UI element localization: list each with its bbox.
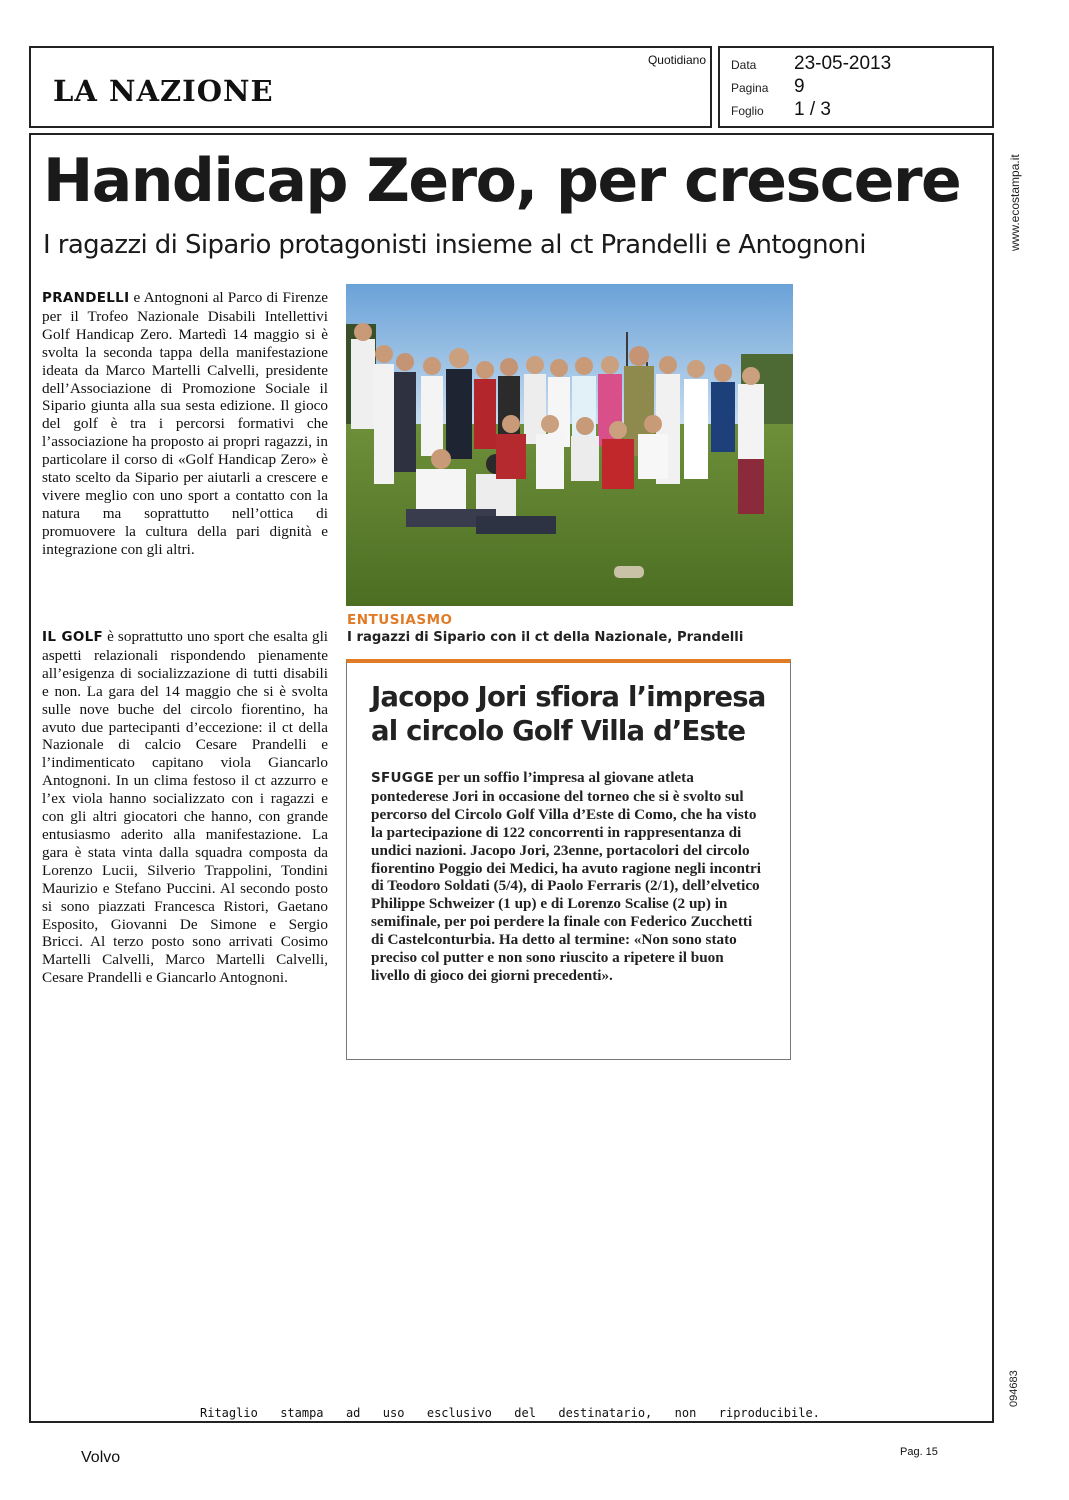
sidebar-box-title: Jacopo Jori sfiora l’impresa al circolo Golf Villa d’Este [371, 681, 766, 747]
page-number: Pag. 15 [900, 1446, 938, 1458]
article-column-2 [42, 628, 328, 987]
meta-label: Foglio [731, 104, 764, 118]
paragraph-text: è soprattutto uno sport che esalta gli aspetti relazionali rispondendo pienamente all’esigenza di socializzazione di tutti disabili e non. La gara del 14 maggio che si è svolta sulle nove buche del circolo fiorentino, ha avuto due partecipanti d’eccezione: il ct della Nazionale di calcio Cesare Prandelli e l’indimenticato capitano viola Giancarlo Antognoni. In un clima festoso il ct azzurro e l’ex viola hanno socializzato con i ragazzi e con gli altri giocatori che hanno, con grande entusiasmo aderito alla manifestazione. La gara è stata vinta dalla squadra composta da Lorenzo Lucii, Silverio Trappolini, Tondini Maurizio e Stefano Puccini. Al secondo posto si sono piazzati Francesca Ristori, Gaetano Esposito, Giovanni De Simone e Sergio Bricci. Al terzo posto sono arrivati Cosimo Martelli Calvelli, Marco Martelli Calvelli, Cesare Prandelli e Giancarlo Antognoni. [42, 628, 329, 987]
paragraph-text: per un soffio l’impresa al giovane atleta pontederese Jori in occasione del torneo che si è svolto sul percorso del Circolo Golf Villa d’Este di Como, che ha visto la partecipazione di 122 concorrenti in rappresentanza di undici nazioni. Jacopo Jori, 23enne, portacolori del circolo fiorentino Poggio dei Medici, ha avuto ragione negli incontri di Teodoro Soldati (5/4), di Paolo Ferraris (2/1), dell’elvetico Philippe Schweizer (1 up) e di Lorenzo Scalise (2 up) in semifinale, per poi perdere la finale con Federico Zucchetti di Castelconturbia. Ha detto al termine: «Non sono stato preciso col putter e non sono riuscito a ripetere il buon livello di gioco dei giorni precedenti». [371, 769, 761, 984]
publication-type: Quotidiano [647, 53, 706, 67]
paragraph-text: e Antognoni al Parco di Firenze per il Trofeo Nazionale Disabili Intellettivi Golf Handicap Zero. Martedì 14 maggio si è svolta la seconda tappa della manifestazione ideata da Marco Martelli Calvelli, presidente dell’Associazione di Promozione Sociale il Sipario giunta alla sua sesta edizione. Il gioco del golf è tra i percorsi formativi che l’associazione ha proposto ai propri ragazzi, in particolare il corso di «Golf Handicap Zero» è stato scelto da Sipario per aiutarli a crescere e vivere meglio con uno sport a contatto con la natura ma soprattutto nell’ottica di promuovere la cultura della pari dignità e integrazione con gli altri. [42, 289, 328, 558]
paragraph [42, 628, 328, 987]
paragraph-lead: SFUGGE [371, 770, 435, 786]
notice-word: del [514, 1406, 536, 1420]
meta-value: 1 / 3 [794, 99, 831, 120]
masthead-box [29, 46, 712, 128]
headline: Handicap Zero, per crescere [43, 146, 961, 216]
meta-row-sheet [731, 99, 831, 121]
meta-label: Data [731, 58, 757, 72]
meta-value: 23-05-2013 [794, 53, 892, 74]
notice-word: ad [345, 1406, 361, 1420]
paragraph [42, 289, 328, 559]
paragraph [371, 769, 763, 985]
meta-label: Pagina [731, 81, 769, 95]
article-column-1 [42, 289, 328, 559]
side-url: www.ecostampa.it [1008, 154, 1022, 251]
meta-row-date [731, 53, 891, 75]
meta-row-page [731, 76, 805, 98]
paragraph-lead: PRANDELLI [42, 290, 130, 306]
side-code: 094683 [1008, 1370, 1020, 1407]
notice-word: riproducibile. [718, 1406, 820, 1420]
sidebar-box-body [371, 769, 763, 985]
notice-word: Ritaglio [200, 1406, 258, 1420]
group-photo-image [346, 284, 793, 606]
meta-value: 9 [794, 76, 805, 97]
notice-word: uso [382, 1406, 405, 1420]
client-name: Volvo [81, 1449, 121, 1466]
notice-word: destinatario, [558, 1406, 653, 1420]
notice-word: non [674, 1406, 697, 1420]
photo-caption-title: ENTUSIASMO [347, 612, 453, 628]
subheadline: I ragazzi di Sipario protagonisti insieme al ct Prandelli e Antognoni [43, 230, 866, 260]
sidebar-box [346, 659, 791, 1060]
notice-word: stampa [280, 1406, 324, 1420]
masthead: LA NAZIONE [53, 74, 274, 108]
paragraph-lead: IL GOLF [42, 629, 104, 645]
photo-caption: I ragazzi di Sipario con il ct della Nazionale, Prandelli [347, 630, 744, 645]
group-photo [346, 284, 793, 606]
reproduction-notice [200, 1406, 820, 1420]
notice-word: esclusivo [426, 1406, 492, 1420]
meta-box [718, 46, 994, 128]
